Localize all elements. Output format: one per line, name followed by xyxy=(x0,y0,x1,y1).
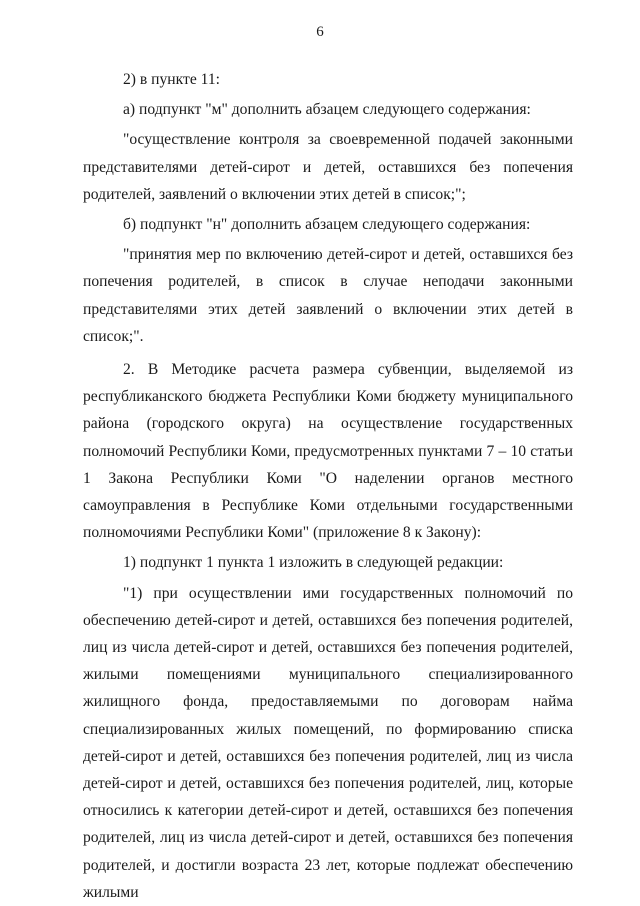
paragraph-subitem-a: а) подпункт "м" дополнить абзацем следующего содержания: xyxy=(123,101,531,119)
paragraph-item-2: 2) в пункте 11: xyxy=(123,71,220,88)
document-body xyxy=(83,66,573,906)
paragraph-quote-control: "осуществление контроля за своевременной подачей законными представителями детей-сирот и детей, оставшихся без попечения родителей, заявлений о включении этих детей в список;"; xyxy=(83,131,573,203)
paragraph-subitem-b: б) подпункт "н" дополнить абзацем следующего содержания: xyxy=(123,216,531,234)
paragraph-quote-new-edition: "1) при осуществлении ими государственных полномочий по обеспечению детей-сирот и детей, оставшихся без попечения родителей, лиц из числа детей-сирот и детей, оставшихся без попечения родителей, жилыми помещениями муниципального специализированного жилищного фонда, предоставляемыми по договорам найма специализированных жилых помещений, по формированию списка детей-сирот и детей, оставшихся без попечения родителей, лиц из числа детей-сирот и детей, оставшихся без попечения родителей, лиц, которые относились к категории детей-сирот и детей, оставшихся без попечения родителей, лиц из числа детей-сирот и детей, оставшихся без попечения родителей, и достигли возраста 23 лет, которые подлежат обеспечению жилыми xyxy=(83,584,573,901)
paragraph-subitem-1: 1) подпункт 1 пункта 1 изложить в следующей редакции: xyxy=(123,554,504,572)
paragraph-methodology: 2. В Методике расчета размера субвенции, выделяемой из республиканского бюджета Республики Коми бюджету муниципального района (городского округа) на осуществление государственных полномочий Республики Коми, предусмотренных пунктами 7 – 10 статьи 1 Закона Республики Коми "О наделении органов местного самоуправления в Республике Коми отдельными государственными полномочиями Республики Коми" (приложение 8 к Закону): xyxy=(83,361,573,542)
page-number: 6 xyxy=(316,24,324,40)
paragraph-quote-measures: "принятия мер по включению детей-сирот и детей, оставшихся без попечения родителей, в список в случае неподачи законными представителями этих детей заявлений о включении этих детей в список;". xyxy=(83,246,573,345)
